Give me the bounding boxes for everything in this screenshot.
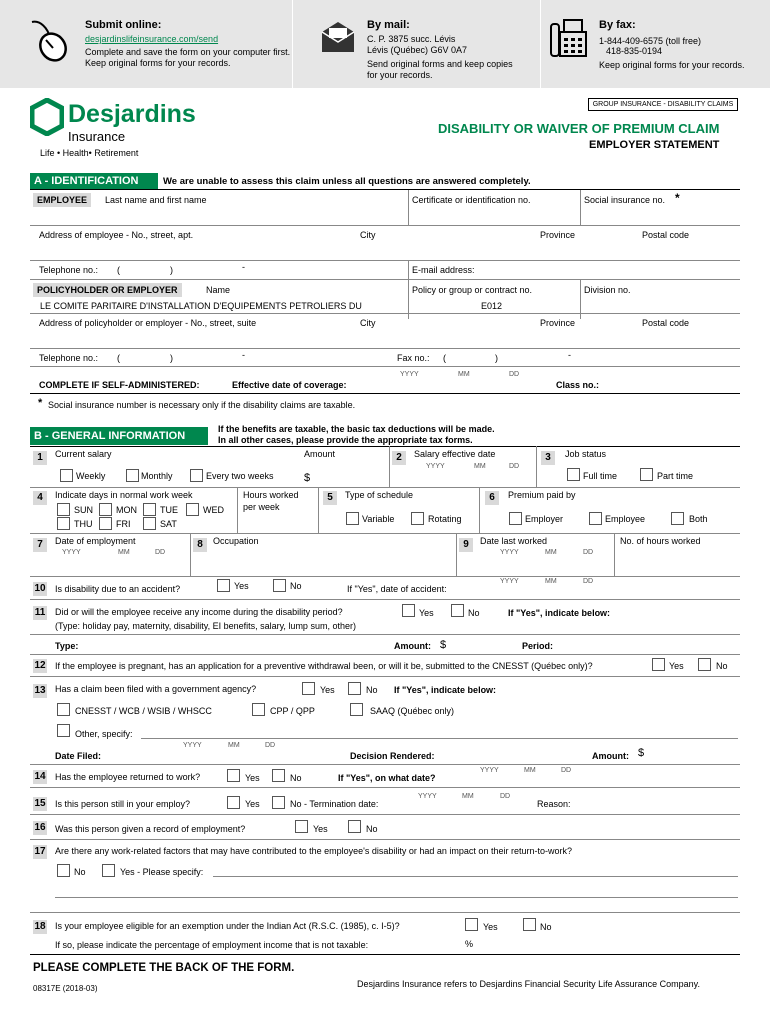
return-date-field[interactable] — [448, 771, 738, 785]
government-yes-label: Yes — [320, 685, 335, 695]
date-hint: DD — [509, 463, 520, 470]
hours-worked-label: Hours worked — [243, 490, 299, 500]
question-number: 17 — [34, 846, 46, 857]
roe-no-label: No — [366, 824, 378, 834]
hours-worked-count-label: No. of hours worked — [620, 536, 701, 546]
rule — [30, 279, 740, 280]
date-hint: MM — [545, 578, 557, 585]
variable-label: Variable — [362, 514, 395, 524]
government-no-checkbox[interactable] — [348, 682, 361, 695]
mon-checkbox[interactable] — [99, 503, 112, 516]
policyholder-name-label: Name — [206, 285, 231, 295]
income-period-label: Period: — [522, 641, 554, 651]
accident-date-label: If "Yes", date of accident: — [347, 584, 447, 594]
section-b-header: B - GENERAL INFORMATION — [30, 427, 208, 445]
sin-field[interactable] — [584, 206, 738, 222]
factors-yes-checkbox[interactable] — [102, 864, 115, 877]
question-number: 13 — [34, 685, 46, 696]
saaq-checkbox[interactable] — [350, 703, 363, 716]
weekly-checkbox[interactable] — [60, 469, 73, 482]
salary-amount-field[interactable] — [314, 470, 390, 484]
accident-question: Is disability due to an accident? — [55, 584, 181, 594]
indian-act-yes-label: Yes — [483, 922, 498, 932]
mail-line4: for your records. — [367, 70, 433, 80]
indian-act-question: Is your employee eligible for an exemption under the Indian Act (R.S.C. (1985), c. I-5)? — [55, 921, 400, 931]
factors-specify-field[interactable] — [213, 863, 738, 876]
employee-label: Employee — [605, 514, 646, 524]
employer-checkbox[interactable] — [509, 512, 522, 525]
date-hint: DD — [583, 578, 594, 585]
income-type-label: Type: — [55, 641, 79, 651]
date-hint: DD — [500, 793, 511, 800]
date-filed-label: Date Filed: — [55, 751, 102, 761]
policyholder-address-field[interactable] — [39, 330, 739, 346]
both-label: Both — [689, 514, 708, 524]
income-no-checkbox[interactable] — [451, 604, 464, 617]
date-hint: MM — [458, 371, 470, 378]
other-agency-line — [141, 738, 738, 739]
accident-no-label: No — [290, 581, 302, 591]
paren: ) — [170, 353, 173, 363]
policyholder-name-field[interactable]: LE COMITE PARITAIRE D'INSTALLATION D'EQUIPEMENTS PETROLIERS DU — [40, 301, 362, 311]
wed-label: WED — [203, 505, 224, 515]
rule — [30, 533, 740, 534]
employee-telephone-label: Telephone no.: — [39, 265, 99, 275]
sat-label: SAT — [160, 519, 177, 529]
thu-checkbox[interactable] — [57, 517, 70, 530]
policyholder-city-label: City — [360, 318, 376, 328]
policyholder-telephone-label: Telephone no.: — [39, 353, 99, 363]
date-hint: YYYY — [426, 463, 445, 470]
employed-yes-checkbox[interactable] — [227, 796, 240, 809]
return-yes-label: Yes — [245, 773, 260, 783]
dollar-sign: $ — [304, 472, 311, 484]
income-amount-field[interactable] — [450, 639, 516, 653]
cnesst-label: CNESST / WCB / WSIB / WHSCC — [75, 706, 212, 716]
date-last-worked-label: Date last worked — [480, 536, 548, 546]
band-divider — [540, 0, 541, 88]
date-hint: DD — [561, 767, 572, 774]
current-salary-label: Current salary — [55, 449, 112, 459]
occupation-label: Occupation — [213, 536, 259, 546]
roe-yes-checkbox[interactable] — [295, 820, 308, 833]
rule — [30, 189, 740, 190]
rule — [479, 487, 480, 533]
return-no-label: No — [290, 773, 302, 783]
mail-line1: C. P. 3875 succ. Lévis — [367, 34, 456, 44]
income-type-field[interactable] — [86, 639, 386, 653]
full-time-label: Full time — [583, 471, 618, 481]
rule — [408, 190, 409, 225]
online-title: Submit online: — [85, 19, 162, 31]
part-time-label: Part time — [657, 471, 694, 481]
insurer-note: Desjardins Insurance refers to Desjardins Financial Security Life Assurance Company. — [357, 979, 700, 989]
indian-act-no-label: No — [540, 922, 552, 932]
part-time-checkbox[interactable] — [640, 468, 653, 481]
income-period-field[interactable] — [560, 639, 738, 653]
termination-date-field[interactable] — [392, 797, 532, 811]
mouse-icon — [26, 18, 70, 62]
wed-checkbox[interactable] — [186, 503, 199, 516]
mail-line2: Lévis (Québec) G6V 0A7 — [367, 45, 468, 55]
rule — [30, 366, 740, 367]
accident-no-checkbox[interactable] — [273, 579, 286, 592]
per-week-label: per week — [243, 502, 280, 512]
division-label: Division no. — [584, 285, 631, 295]
fax-label: Fax no.: — [397, 353, 430, 363]
schedule-type-label: Type of schedule — [345, 490, 414, 500]
question-number: 18 — [34, 921, 46, 932]
percent-sign: % — [465, 939, 474, 949]
date-hint: DD — [509, 371, 520, 378]
employer-label: Employer — [525, 514, 564, 524]
hours-worked-count-field[interactable] — [620, 552, 738, 570]
question-number: 2 — [392, 451, 406, 465]
fax-field[interactable] — [448, 351, 738, 365]
date-filed-field[interactable] — [110, 749, 335, 763]
cnesst-checkbox[interactable] — [57, 703, 70, 716]
return-no-checkbox[interactable] — [272, 769, 285, 782]
email-label: E-mail address: — [412, 265, 475, 275]
return-yes-checkbox[interactable] — [227, 769, 240, 782]
accident-date-field[interactable] — [470, 582, 738, 596]
pregnancy-yes-checkbox[interactable] — [652, 658, 665, 671]
form-subtitle: EMPLOYER STATEMENT — [589, 139, 720, 151]
band-divider — [292, 0, 293, 88]
monthly-checkbox[interactable] — [126, 469, 139, 482]
fax-line3: Keep original forms for your records. — [599, 60, 745, 70]
job-status-label: Job status — [565, 449, 607, 459]
rule — [30, 599, 740, 600]
government-amount-field[interactable] — [648, 749, 738, 763]
dollar-sign: $ — [638, 747, 645, 759]
question-number: 4 — [33, 491, 47, 505]
question-number: 16 — [34, 822, 46, 833]
sin-footnote: Social insurance number is necessary only if the disability claims are taxable. — [48, 400, 356, 410]
mail-icon — [320, 20, 356, 54]
date-hint: MM — [474, 463, 486, 470]
policy-number-field[interactable]: E012 — [481, 301, 503, 311]
factors-no-label: No — [74, 867, 86, 877]
employee-address-field[interactable] — [39, 242, 739, 258]
rule — [30, 764, 740, 765]
paren: ( — [117, 353, 120, 363]
rule — [408, 260, 409, 319]
monthly-label: Monthly — [141, 471, 173, 481]
sin-asterisk: * — [675, 191, 680, 205]
indian-act-percentage-field[interactable] — [412, 937, 462, 950]
pregnancy-question: If the employee is pregnant, has an application for a preventive withdrawal been, or will it be, submitted to the CNESST (Québec only)? — [55, 661, 593, 671]
indian-act-no-checkbox[interactable] — [523, 918, 536, 931]
dash: - — [242, 262, 245, 272]
decision-rendered-label: Decision Rendered: — [350, 751, 435, 761]
date-hint: DD — [265, 742, 276, 749]
other-agency-label: Other, specify: — [75, 729, 133, 739]
rule — [456, 533, 457, 576]
complete-back-notice: PLEASE COMPLETE THE BACK OF THE FORM. — [33, 962, 295, 974]
date-hint: YYYY — [500, 578, 519, 585]
factors-yes-label: Yes - Please specify: — [120, 867, 204, 877]
question-number: 1 — [33, 451, 47, 465]
cpp-checkbox[interactable] — [252, 703, 265, 716]
rule — [30, 787, 740, 788]
accident-yes-label: Yes — [234, 581, 249, 591]
date-hint: MM — [462, 793, 474, 800]
fax-line1: 1-844-409-6575 (toll free) — [599, 36, 702, 46]
tue-label: TUE — [160, 505, 178, 515]
pregnancy-no-checkbox[interactable] — [698, 658, 711, 671]
salary-effective-date-field[interactable] — [414, 470, 532, 484]
sat-checkbox[interactable] — [143, 517, 156, 530]
premium-paid-label: Premium paid by — [508, 490, 576, 500]
fax-line2: 418-835-0194 — [606, 46, 663, 56]
date-hint: YYYY — [418, 793, 437, 800]
thu-label: THU — [74, 519, 93, 529]
footnote-asterisk: * — [38, 397, 43, 409]
employee-telephone-field[interactable] — [122, 263, 402, 277]
mon-label: MON — [116, 505, 137, 515]
hours-per-week-field[interactable] — [243, 514, 313, 528]
employed-no-checkbox[interactable] — [272, 796, 285, 809]
salary-effective-date-label: Salary effective date — [414, 449, 496, 459]
mail-line3: Send original forms and keep copies — [367, 59, 513, 69]
weekly-label: Weekly — [76, 471, 106, 481]
online-line1: Complete and save the form on your computer first. — [85, 47, 291, 57]
dash: - — [242, 350, 245, 360]
date-hint: MM — [118, 549, 130, 556]
rule — [30, 676, 740, 677]
self-administered-label: COMPLETE IF SELF-ADMINISTERED: — [39, 380, 200, 390]
date-hint: YYYY — [400, 371, 419, 378]
question-number: 9 — [459, 538, 473, 552]
certificate-field[interactable] — [412, 206, 576, 222]
government-claim-question: Has a claim been filed with a government agency? — [55, 684, 257, 694]
income-yes-label: Yes — [419, 608, 434, 618]
dash: - — [568, 350, 571, 360]
indian-act-yes-checkbox[interactable] — [465, 918, 478, 931]
policyholder-province-label: Province — [540, 318, 576, 328]
termination-reason-label: Reason: — [537, 799, 571, 809]
rule — [536, 446, 537, 487]
employee-name-label: Last name and first name — [105, 195, 207, 205]
date-hint: YYYY — [480, 767, 499, 774]
group-insurance-box: GROUP INSURANCE - DISABILITY CLAIMS — [588, 98, 738, 111]
policy-number-label: Policy or group or contract no. — [412, 285, 533, 295]
accident-yes-checkbox[interactable] — [217, 579, 230, 592]
still-employed-question: Is this person still in your employ? — [55, 799, 191, 809]
brand-name: Desjardins — [68, 100, 196, 128]
employed-yes-label: Yes — [245, 799, 260, 809]
roe-no-checkbox[interactable] — [348, 820, 361, 833]
rule — [30, 487, 740, 488]
effective-date-field[interactable] — [392, 378, 532, 391]
dollar-sign: $ — [440, 639, 447, 651]
desjardins-logo-icon — [30, 98, 64, 136]
online-line2: Keep original forms for your records. — [85, 58, 231, 68]
rule — [237, 487, 238, 533]
date-hint: DD — [155, 549, 166, 556]
other-agency-field[interactable] — [141, 724, 738, 738]
factors-specify-line-2 — [55, 897, 738, 898]
date-hint: MM — [228, 742, 240, 749]
roe-yes-label: Yes — [313, 824, 328, 834]
date-hint: YYYY — [183, 742, 202, 749]
sun-checkbox[interactable] — [57, 503, 70, 516]
pregnancy-no-label: No — [716, 661, 728, 671]
government-yes-checkbox[interactable] — [302, 682, 315, 695]
record-of-employment-question: Was this person given a record of employment? — [55, 824, 246, 834]
occupation-field[interactable] — [213, 552, 453, 570]
fri-label: FRI — [116, 519, 131, 529]
every-two-weeks-label: Every two weeks — [206, 471, 274, 481]
section-a-note: We are unable to assess this claim unless all questions are answered completely. — [163, 176, 531, 187]
employment-date-label: Date of employment — [55, 536, 136, 546]
date-hint: MM — [524, 767, 536, 774]
fax-title: By fax: — [599, 19, 636, 31]
income-no-label: No — [468, 608, 480, 618]
work-days-label: Indicate days in normal work week — [55, 490, 193, 500]
question-number: 11 — [34, 607, 46, 618]
return-to-work-question: Has the employee returned to work? — [55, 772, 201, 782]
rule — [614, 533, 615, 576]
tax-note-line2: In all other cases, please provide the appropriate tax forms. — [218, 435, 473, 445]
policyholder-postal-label: Postal code — [642, 318, 690, 328]
fri-checkbox[interactable] — [99, 517, 112, 530]
employee-province-label: Province — [540, 230, 576, 240]
income-amount-label: Amount: — [394, 641, 431, 651]
employee-postal-label: Postal code — [642, 230, 690, 240]
cpp-label: CPP / QPP — [270, 706, 315, 716]
policyholder-telephone-field[interactable] — [122, 351, 392, 365]
government-no-label: No — [366, 685, 378, 695]
question-number: 14 — [34, 771, 46, 782]
rule — [389, 446, 390, 487]
class-number-label: Class no.: — [556, 380, 600, 390]
question-number: 15 — [34, 798, 46, 809]
pregnancy-yes-label: Yes — [669, 661, 684, 671]
indian-act-percentage-label: If so, please indicate the percentage of employment income that is not taxable: — [55, 940, 369, 950]
termination-date-label: No - Termination date: — [290, 799, 379, 809]
work-factors-question: Are there any work-related factors that may have contributed to the employee's disability or had an impact on their return-to-work? — [55, 846, 572, 856]
factors-specify-line — [213, 876, 738, 877]
fax-icon — [548, 18, 588, 58]
paren: ) — [170, 265, 173, 275]
rule — [30, 912, 740, 913]
income-indicate-label: If "Yes", indicate below: — [508, 608, 611, 618]
sin-label: Social insurance no. — [584, 195, 666, 205]
rule — [30, 954, 740, 955]
rule — [190, 533, 191, 576]
brand-tag: Life • Health• Retirement — [40, 148, 139, 158]
other-agency-checkbox[interactable] — [57, 724, 70, 737]
form-title: DISABILITY OR WAIVER OF PREMIUM CLAIM — [438, 121, 720, 136]
government-amount-label: Amount: — [592, 751, 629, 761]
form-code: 08317E (2018-03) — [33, 984, 98, 993]
question-number: 6 — [485, 491, 499, 505]
termination-reason-field[interactable] — [576, 797, 738, 811]
rule — [30, 634, 740, 635]
question-number: 8 — [193, 538, 207, 552]
rule — [30, 576, 740, 577]
income-question: Did or will the employee receive any income during the disability period? — [55, 607, 343, 617]
employee-address-label: Address of employee - No., street, apt. — [39, 230, 194, 240]
rotating-checkbox[interactable] — [411, 512, 424, 525]
return-date-label: If "Yes", on what date? — [338, 773, 436, 783]
both-checkbox[interactable] — [671, 512, 684, 525]
paren: ) — [495, 353, 498, 363]
variable-checkbox[interactable] — [346, 512, 359, 525]
mail-title: By mail: — [367, 19, 410, 31]
rule — [30, 446, 740, 447]
rule — [30, 814, 740, 815]
online-link[interactable]: desjardinslifeinsurance.com/send — [85, 34, 219, 44]
rule — [30, 225, 740, 226]
question-number: 5 — [323, 491, 337, 505]
question-number: 10 — [34, 583, 46, 594]
tue-checkbox[interactable] — [143, 503, 156, 516]
date-hint: YYYY — [62, 549, 81, 556]
employment-date-field[interactable] — [55, 557, 185, 571]
policyholder-label: POLICYHOLDER OR EMPLOYER — [33, 283, 182, 297]
question-number: 3 — [541, 451, 555, 465]
rotating-label: Rotating — [428, 514, 462, 524]
rule — [318, 487, 319, 533]
date-hint: MM — [545, 549, 557, 556]
rule — [30, 260, 740, 261]
class-number-field[interactable] — [610, 378, 738, 391]
full-time-checkbox[interactable] — [567, 468, 580, 481]
effective-date-label: Effective date of coverage: — [232, 380, 347, 390]
factors-no-checkbox[interactable] — [57, 864, 70, 877]
rule — [30, 393, 740, 394]
saaq-label: SAAQ (Québec only) — [370, 706, 455, 716]
question-number: 7 — [33, 538, 47, 552]
rule — [580, 190, 581, 225]
sun-label: SUN — [74, 505, 94, 515]
question-number: 12 — [34, 660, 46, 671]
rule — [30, 839, 740, 840]
tax-note-line1: If the benefits are taxable, the basic tax deductions will be made. — [218, 424, 495, 434]
income-types: (Type: holiday pay, maternity, disability, EI benefits, salary, lump sum, other) — [55, 621, 356, 631]
certificate-label: Certificate or identification no. — [412, 195, 531, 205]
section-a-header: A - IDENTIFICATION — [30, 173, 158, 189]
salary-amount-label: Amount — [304, 449, 336, 459]
employee-name-field[interactable] — [106, 206, 404, 222]
paren: ( — [443, 353, 446, 363]
factors-specify-field-2[interactable] — [55, 883, 738, 897]
paren: ( — [117, 265, 120, 275]
employee-city-label: City — [360, 230, 376, 240]
rule — [30, 654, 740, 655]
income-yes-checkbox[interactable] — [402, 604, 415, 617]
every-two-weeks-checkbox[interactable] — [190, 469, 203, 482]
date-last-worked-field[interactable] — [480, 557, 610, 571]
decision-rendered-field[interactable] — [448, 749, 584, 763]
rule — [30, 348, 740, 349]
rule — [30, 313, 740, 314]
email-field[interactable] — [488, 263, 738, 277]
date-hint: YYYY — [500, 549, 519, 556]
government-indicate-label: If "Yes", indicate below: — [394, 685, 497, 695]
employee-checkbox[interactable] — [589, 512, 602, 525]
employee-label: EMPLOYEE — [33, 193, 91, 207]
brand-sub: Insurance — [68, 129, 126, 144]
policyholder-address-label: Address of policyholder or employer - No., street, suite — [39, 318, 257, 328]
date-hint: DD — [583, 549, 594, 556]
